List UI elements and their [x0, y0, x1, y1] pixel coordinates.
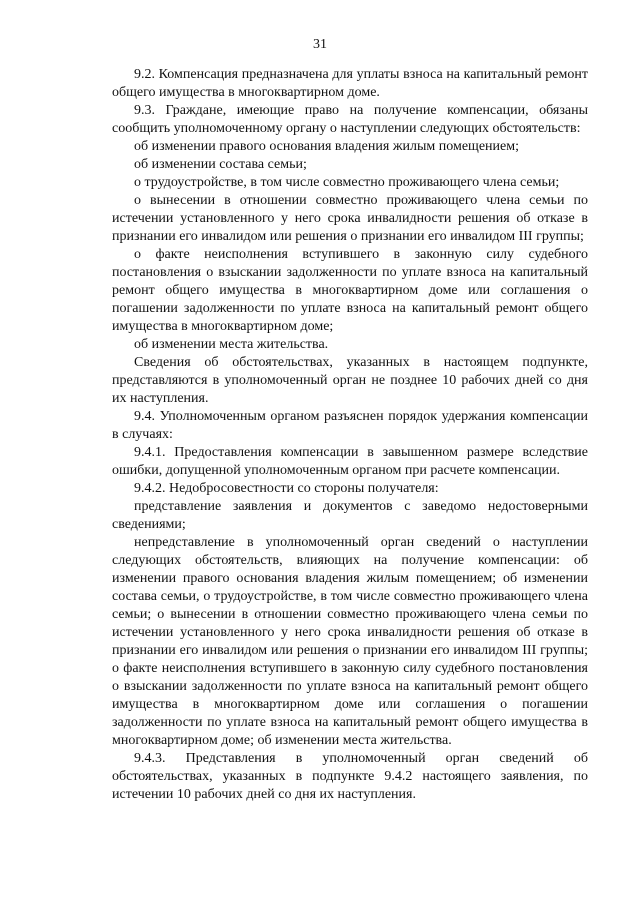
- paragraph-9-4-2: 9.4.2. Недобросовестности со стороны получателя:: [134, 481, 439, 496]
- list-item: о вынесении в отношении совместно проживающего члена семьи по истечении установленного у него срока инвалидности решения об отказе в признании его инвалидом или решения о признании его инвалидом III группы;: [112, 193, 588, 244]
- list-item: представление заявления и документов с заведомо недостоверными сведениями;: [112, 499, 588, 532]
- list-item: об изменении места жительства.: [134, 337, 329, 352]
- page-number: 31: [313, 37, 327, 52]
- paragraph-9-4-1: 9.4.1. Предоставления компенсации в завышенном размере вследствие ошибки, допущенной уполномоченным органом при расчете компенсации.: [112, 445, 588, 478]
- paragraph-9-2: 9.2. Компенсация предназначена для уплаты взноса на капитальный ремонт общего имущества в многоквартирном доме.: [112, 67, 588, 100]
- paragraph-9-3: 9.3. Граждане, имеющие право на получение компенсации, обязаны сообщить уполномоченному органу о наступлении следующих обстоятельств:: [112, 103, 588, 136]
- list-item: о факте неисполнения вступившего в законную силу судебного постановления о взыскании задолженности по уплате взноса на капитальный ремонт общего имущества в многоквартирном доме или соглашения о погашении задолженности по уплате взноса на капитальный ремонт общего имущества в многоквартирном доме;: [112, 247, 588, 334]
- paragraph-deadline-note: Сведения об обстоятельствах, указанных в настоящем подпункте, представляются в уполномоченный орган не позднее 10 рабочих дней со дня их наступления.: [112, 355, 588, 406]
- paragraph-9-4: 9.4. Уполномоченным органом разъяснен порядок удержания компенсации в случаях:: [112, 409, 588, 442]
- list-item: об изменении состава семьи;: [134, 157, 307, 172]
- paragraph-9-4-3: 9.4.3. Представления в уполномоченный орган сведений об обстоятельствах, указанных в подпункте 9.4.2 настоящего заявления, по истечении 10 рабочих дней со дня их наступления.: [112, 751, 588, 802]
- document-body: [112, 66, 588, 804]
- list-item: об изменении правого основания владения жилым помещением;: [134, 139, 519, 154]
- list-item: непредставление в уполномоченный орган сведений о наступлении следующих обстоятельств, влияющих на получение компенсации: об изменении правого основания владения жилым помещением; об изменении состава семьи, о трудоустройстве, в том числе совместно проживающего члена семьи; о вынесении в отношении совместно проживающего члена семьи по истечении установленного у него срока инвалидности решения об отказе в признании его инвалидом или решения о признании его инвалидом III группы; о факте неисполнения вступившего в законную силу судебного постановления о взыскании задолженности по уплате взноса на капитальный ремонт общего имущества в многоквартирном доме или соглашения о погашении задолженности по уплате взноса на капитальный ремонт общего имущества в многоквартирном доме; об изменении места жительства.: [112, 535, 588, 748]
- list-item: о трудоустройстве, в том числе совместно проживающего члена семьи;: [134, 175, 560, 190]
